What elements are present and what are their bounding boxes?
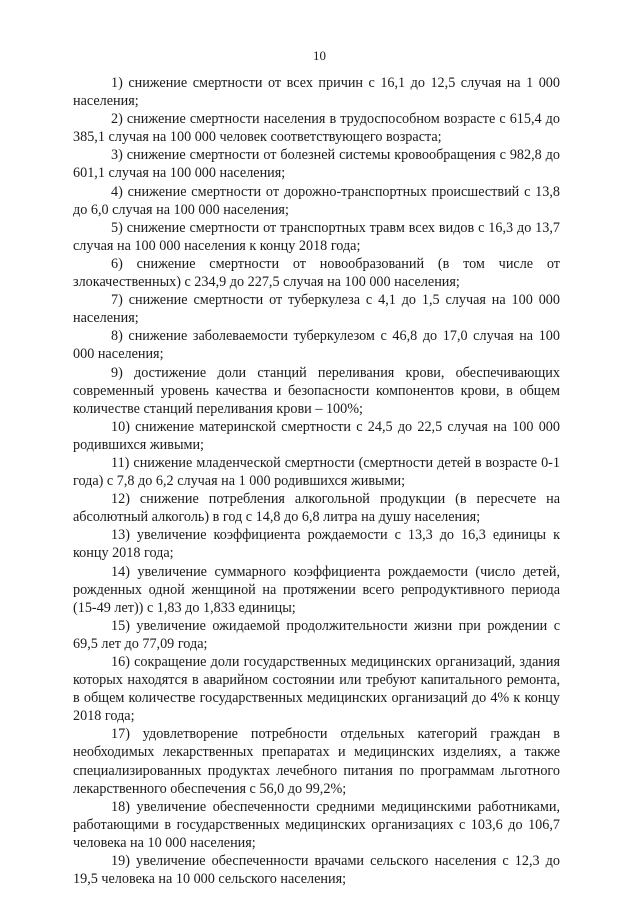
list-item: 3) снижение смертности от болезней системы кровообращения с 982,8 до 601,1 случая на 100 000 населения; [73,147,560,182]
list-item: 12) снижение потребления алкогольной продукции (в пересчете на абсолютный алкоголь) в год с 14,8 до 6,8 литра на душу населения; [73,491,560,526]
list-item: 13) увеличение коэффициента рождаемости с 13,3 до 16,3 единицы к концу 2018 года; [73,527,560,562]
list-item: 19) увеличение обеспеченности врачами сельского населения с 12,3 до 19,5 человека на 10 000 сельского населения; [73,853,560,888]
list-item: 14) увеличение суммарного коэффициента рождаемости (число детей, рожденных одной женщиной на протяжении всего репродуктивного периода (15-49 лет)) с 1,83 до 1,833 единицы; [73,563,560,616]
list-item: 11) снижение младенческой смертности (смертности детей в возрасте 0-1 года) с 7,8 до 6,2 случая на 1 000 родившихся живыми; [73,454,560,490]
list-item: 17) удовлетворение потребности отдельных категорий граждан в необходимых лекарственных препаратах и медицинских изделиях, а также специализированных продуктах лечебного питания по программам льготного лекарственного обеспечения с 56,0 до 99,2%; [73,726,560,797]
list-item: 2) снижение смертности населения в трудоспособном возрасте с 615,4 до 385,1 случая на 100 000 человек соответствующего возраста; [73,111,560,146]
list-item: 18) увеличение обеспеченности средними медицинскими работниками, работающими в государственных медицинских организациях с 103,6 до 106,7 человека на 10 000 населения; [73,798,560,851]
list-item: 15) увеличение ожидаемой продолжительности жизни при рождении с 69,5 лет до 77,09 года; [73,617,560,652]
list-item: 1) снижение смертности от всех причин с 16,1 до 12,5 случая на 1 000 населения; [73,75,560,110]
list-item: 8) снижение заболеваемости туберкулезом с 46,8 до 17,0 случая на 100 000 населения; [73,328,560,363]
document-body [73,74,560,888]
list-item: 16) сокращение доли государственных медицинских организаций, здания которых находятся в аварийном состоянии или требуют капитального ремонта, в общем количестве государственных медицинских организаций до 4% к концу 2018 года; [73,654,560,725]
list-item: 5) снижение смертности от транспортных травм всех видов с 16,3 до 13,7 случая на 100 000 населения к концу 2018 года; [73,219,560,254]
list-item: 10) снижение материнской смертности с 24,5 до 22,5 случая на 100 000 родившихся живыми; [73,418,560,453]
page-number: 10 [313,48,326,63]
list-item: 7) снижение смертности от туберкулеза с 4,1 до 1,5 случая на 100 000 населения; [73,292,560,327]
list-item: 6) снижение смертности от новообразований (в том числе от злокачественных) с 234,9 до 227,5 случая на 100 000 населения; [73,255,560,291]
list-item: 4) снижение смертности от дорожно-транспортных происшествий с 13,8 до 6,0 случая на 100 000 населения; [73,183,560,218]
list-item: 9) достижение доли станций переливания крови, обеспечивающих современный уровень качества и безопасности компонентов крови, в общем количестве станций переливания крови – 100%; [73,364,560,417]
